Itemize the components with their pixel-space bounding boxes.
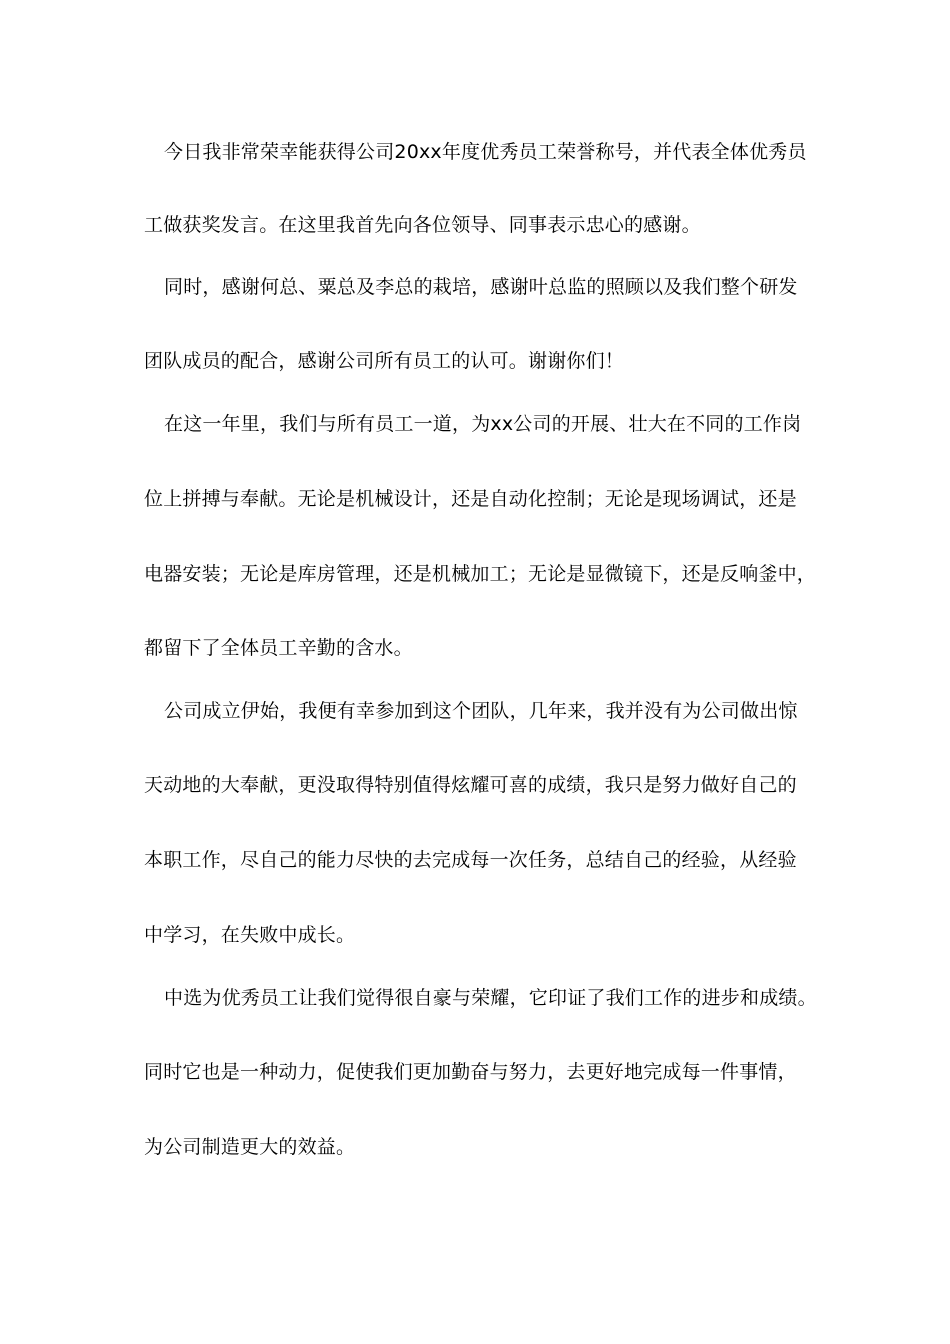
text-line: 位上拼搏与奉献。无论是机械设计，还是自动化控制；无论是现场调试，还是 bbox=[144, 488, 797, 510]
text-line: 都留下了全体员工辛勤的含水。 bbox=[144, 637, 413, 659]
text-line: 团队成员的配合，感谢公司所有员工的认可。谢谢你们！ bbox=[144, 350, 625, 372]
text-line: 公司成立伊始，我便有幸参加到这个团队，几年来，我并没有为公司做出惊 bbox=[164, 700, 798, 722]
text-line: 为公司制造更大的效益。 bbox=[144, 1136, 356, 1158]
text-line: 本职工作，尽自己的能力尽快的去完成每一次任务，总结自己的经验，从经验 bbox=[144, 849, 797, 871]
text-line: 工做获奖发言。在这里我首先向各位领导、同事表示忠心的感谢。 bbox=[144, 214, 701, 236]
text-line: 中学习，在失败中成长。 bbox=[144, 924, 356, 946]
text-line: 中选为优秀员工让我们觉得很自豪与荣耀，它印证了我们工作的进步和成绩。 bbox=[164, 987, 817, 1009]
text-line: 同时，感谢何总、粟总及李总的栽培，感谢叶总监的照顾以及我们整个研发 bbox=[164, 276, 798, 298]
text-line: 同时它也是一种动力，促使我们更加勤奋与努力，去更好地完成每一件事情， bbox=[144, 1061, 797, 1083]
text-line: 在这一年里，我们与所有员工一道，为xx公司的开展、壮大在不同的工作岗 bbox=[164, 413, 802, 435]
text-line: 今日我非常荣幸能获得公司20xx年度优秀员工荣誉称号，并代表全体优秀员 bbox=[164, 141, 807, 163]
text-line: 电器安装；无论是库房管理，还是机械加工；无论是显微镜下，还是反响釜中， bbox=[144, 563, 817, 585]
text-line: 天动地的大奉献，更没取得特别值得炫耀可喜的成绩，我只是努力做好自己的 bbox=[144, 774, 797, 796]
